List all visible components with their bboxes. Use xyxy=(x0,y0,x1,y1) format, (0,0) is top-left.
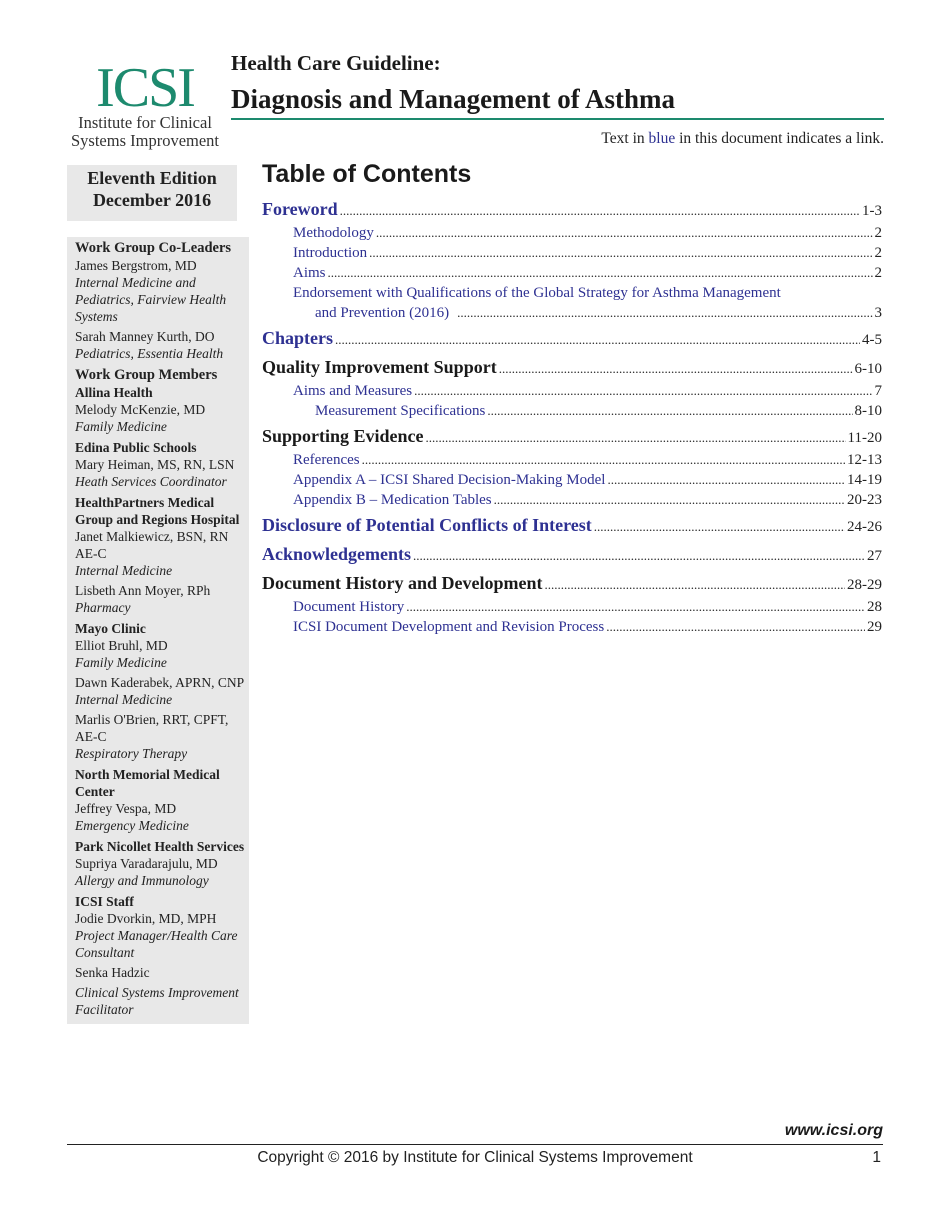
toc-entry-label[interactable]: Introduction xyxy=(293,245,368,261)
org-name: Mayo Clinic xyxy=(75,621,146,636)
org-name: Park Nicollet Health Services xyxy=(75,839,245,854)
member-name: Supriya Varadarajulu, MD xyxy=(75,856,218,871)
toc-entry-acknowledgements[interactable] xyxy=(262,542,882,568)
work-group-sidebar xyxy=(67,237,249,1024)
copyright: Copyright © 2016 by Institute for Clinical Systems Improvement xyxy=(257,1149,693,1166)
toc-entry-label: Supporting Evidence xyxy=(262,426,424,446)
member-name: Senka Hadzic xyxy=(75,965,150,980)
member-name: Mary Heiman, MS, RN, LSN xyxy=(75,457,235,472)
toc-entry-document-history-and-development xyxy=(262,571,882,597)
link-note-prefix: Text in xyxy=(601,130,645,147)
toc-entry-label[interactable]: Methodology xyxy=(293,225,374,241)
toc-entry-page: 2 xyxy=(874,245,882,261)
toc-leader-dots xyxy=(487,401,852,421)
toc-entry-page: 12-13 xyxy=(847,452,882,468)
toc-entry-page: 8-10 xyxy=(854,403,882,419)
toc-entry-aims-and-measures[interactable] xyxy=(262,381,882,401)
member-role: Internal Medicine xyxy=(75,563,173,578)
toc-entry-document-history[interactable] xyxy=(262,597,882,617)
toc-leader-dots xyxy=(494,490,845,510)
logo-mark: ICSI xyxy=(96,57,194,119)
members-heading: Work Group Members xyxy=(75,367,218,383)
toc-entry-label[interactable]: Measurement Specifications xyxy=(315,403,486,419)
link-note xyxy=(601,130,884,148)
toc-entry-page: 3 xyxy=(874,305,882,321)
member-role: Pharmacy xyxy=(75,600,131,615)
member-name: James Bergstrom, MD xyxy=(75,258,197,273)
toc-entry-measurement-specifications[interactable] xyxy=(262,401,882,421)
title-rule xyxy=(231,118,884,120)
toc-entry-aims[interactable] xyxy=(262,263,882,283)
toc-entry-page: 29 xyxy=(867,619,882,635)
member-name: Elliot Bruhl, MD xyxy=(75,638,168,653)
member-role: Emergency Medicine xyxy=(75,818,189,833)
org-name: Allina Health xyxy=(75,385,153,400)
toc-leader-dots xyxy=(328,263,873,283)
member-name: Dawn Kaderabek, APRN, CNP xyxy=(75,675,245,690)
toc-leader-dots xyxy=(362,450,845,470)
toc-leader-dots xyxy=(335,328,860,352)
table-of-contents xyxy=(262,160,882,637)
toc-entry-page: 2 xyxy=(874,265,882,281)
toc-leader-dots xyxy=(369,243,872,263)
member-role: Heath Services Coordinator xyxy=(75,474,227,489)
toc-entry-label[interactable]: Aims xyxy=(293,265,326,281)
toc-entry-appendix-a[interactable] xyxy=(262,470,882,490)
member-role: Allergy and Immunology xyxy=(75,873,209,888)
toc-entry-label[interactable]: Document History xyxy=(293,599,405,615)
member-role: Family Medicine xyxy=(75,655,167,670)
toc-title: Table of Contents xyxy=(262,160,472,188)
toc-entry-label: Document History and Development xyxy=(262,573,543,593)
toc-leader-dots xyxy=(406,597,865,617)
guideline-label: Health Care Guideline: xyxy=(231,51,441,75)
toc-entry-page: 4-5 xyxy=(862,332,882,348)
member-role: Internal Medicine and Pediatrics, Fairview Health Systems xyxy=(75,275,227,324)
toc-leader-dots xyxy=(413,544,865,568)
toc-entry-label[interactable]: Disclosure of Potential Conflicts of Interest xyxy=(262,515,592,535)
icsi-logo xyxy=(66,57,224,150)
toc-entry-page: 28-29 xyxy=(847,577,882,593)
toc-entry-page: 7 xyxy=(874,383,882,399)
toc-leader-dots xyxy=(594,515,845,539)
toc-entry-development-process[interactable] xyxy=(262,617,882,637)
toc-entry-page: 1-3 xyxy=(862,203,882,219)
toc-entry-supporting-evidence xyxy=(262,424,882,450)
toc-entry-page: 24-26 xyxy=(847,519,882,535)
co-leaders-heading: Work Group Co-Leaders xyxy=(75,240,232,256)
logo-line-1: Institute for Clinical xyxy=(78,113,212,132)
toc-entry-page: 28 xyxy=(867,599,882,615)
footer-url[interactable]: www.icsi.org xyxy=(784,1122,883,1139)
org-name: North Memorial Medical Center xyxy=(75,767,220,799)
toc-entry-label[interactable]: ICSI Document Development and Revision Process xyxy=(293,619,605,635)
member-name: Jodie Dvorkin, MD, MPH xyxy=(75,911,217,926)
member-role: Pediatrics, Essentia Health xyxy=(75,346,224,361)
toc-entry-label: Quality Improvement Support xyxy=(262,357,497,377)
toc-entry-references[interactable] xyxy=(262,450,882,470)
member-role: Respiratory Therapy xyxy=(75,746,188,761)
member-name: Lisbeth Ann Moyer, RPh xyxy=(75,583,211,598)
toc-entry-page: 20-23 xyxy=(847,492,882,508)
toc-leader-dots xyxy=(607,470,845,490)
edition-line: Eleventh Edition xyxy=(87,168,217,188)
toc-leader-dots xyxy=(499,357,853,381)
footer-rule xyxy=(67,1144,883,1145)
toc-entry-label[interactable]: Appendix A – ICSI Shared Decision-Making Model xyxy=(293,472,606,488)
toc-entry-endorsement-line-1[interactable]: Endorsement with Qualifications of the Global Strategy for Asthma Management xyxy=(293,285,781,301)
toc-leader-dots xyxy=(457,303,872,323)
toc-leader-dots xyxy=(426,426,846,450)
toc-leader-dots xyxy=(544,573,845,597)
toc-entry-page: 6-10 xyxy=(854,361,882,377)
org-name: ICSI Staff xyxy=(75,894,134,909)
toc-entry-page: 14-19 xyxy=(847,472,882,488)
member-name: Sarah Manney Kurth, DO xyxy=(75,329,215,344)
document-header xyxy=(231,50,884,120)
link-note-suffix: in this document indicates a link. xyxy=(679,130,884,147)
toc-entry-label[interactable]: Foreword xyxy=(262,199,338,219)
member-role: Family Medicine xyxy=(75,419,167,434)
document-title: Diagnosis and Management of Asthma xyxy=(231,84,676,114)
toc-leader-dots xyxy=(606,617,865,637)
toc-entry-label[interactable]: Acknowledgements xyxy=(262,544,411,564)
toc-entry-page: 11-20 xyxy=(847,430,882,446)
toc-entry-label[interactable]: Aims and Measures xyxy=(293,383,413,399)
toc-entry-page: 2 xyxy=(874,225,882,241)
toc-leader-dots xyxy=(376,223,873,243)
member-name: Jeffrey Vespa, MD xyxy=(75,801,177,816)
edition-date: December 2016 xyxy=(92,190,212,210)
toc-entry-quality-improvement xyxy=(262,355,882,381)
member-role: Internal Medicine xyxy=(75,692,173,707)
member-role: Project Manager/Health Care Consultant xyxy=(75,928,238,960)
toc-entry-chapters[interactable] xyxy=(262,326,882,352)
toc-entry-appendix-b[interactable] xyxy=(262,490,882,510)
toc-entry-foreword[interactable] xyxy=(262,197,882,223)
toc-entry-endorsement[interactable] xyxy=(262,303,882,323)
toc-entry-label[interactable]: and Prevention (2016) xyxy=(315,305,450,321)
logo-line-2: Systems Improvement xyxy=(70,131,220,150)
toc-entry-label[interactable]: References xyxy=(293,452,360,468)
toc-entry-introduction[interactable] xyxy=(262,243,882,263)
edition-box xyxy=(67,165,237,221)
member-name: Marlis O'Brien, RRT, CPFT, AE-C xyxy=(75,712,229,744)
toc-entry-page: 27 xyxy=(867,548,882,564)
org-name: Edina Public Schools xyxy=(75,440,197,455)
org-name: HealthPartners Medical Group and Regions Hospital xyxy=(75,495,240,527)
toc-leader-dots xyxy=(414,381,872,401)
member-name: Melody McKenzie, MD xyxy=(75,402,206,417)
member-role: Clinical Systems Improvement Facilitator xyxy=(75,985,239,1017)
link-note-blue: blue xyxy=(648,130,676,147)
member-name: Janet Malkiewicz, BSN, RN AE-C xyxy=(75,529,229,561)
toc-entry-disclosure[interactable] xyxy=(262,513,882,539)
page-number: 1 xyxy=(872,1149,881,1166)
toc-entry-label[interactable]: Chapters xyxy=(262,328,333,348)
toc-entry-methodology[interactable] xyxy=(262,223,882,243)
toc-leader-dots xyxy=(340,199,860,223)
toc-entry-label[interactable]: Appendix B – Medication Tables xyxy=(293,492,492,508)
